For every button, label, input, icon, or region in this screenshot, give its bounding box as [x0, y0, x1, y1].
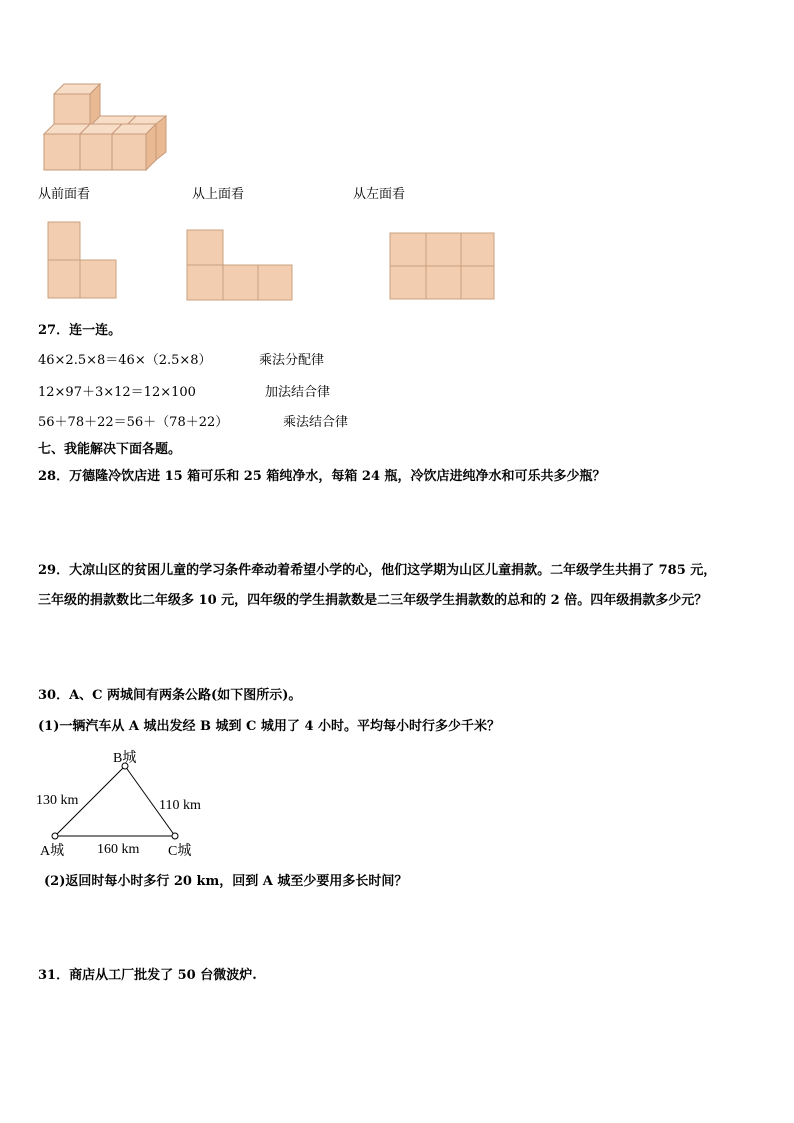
q27-title: 27．连一连。 [38, 323, 122, 338]
q31-text: 31．商店从工厂批发了 50 台微波炉. [38, 968, 257, 983]
q29-line-1: 29．大凉山区的贫困儿童的学习条件牵动着希望小学的心，他们这学期为山区儿童捐款。二年级学生共捐了 785 元， [38, 563, 717, 578]
q27-law-2: 加法结合律 [265, 385, 331, 400]
q30-part-2: (2)返回时每小时多行 20 km，回到 A 城至少要用多长时间？ [44, 874, 408, 889]
left-view-label: 从左面看 [353, 187, 406, 202]
q27-expr-3: 56＋78＋22＝56＋（78＋22） [38, 415, 229, 430]
q28-text: 28．万德隆冷饮店进 15 箱可乐和 25 箱纯净水，每箱 24 瓶，冷饮店进纯净水和可乐共多少瓶？ [38, 469, 606, 484]
distance-ac-label: 160 km [97, 842, 140, 857]
top-view-label: 从上面看 [192, 187, 245, 202]
route-triangle-diagram [30, 748, 230, 863]
city-c-label: C城 [168, 844, 192, 859]
cube-figure [40, 80, 170, 175]
front-view-label: 从前面看 [38, 187, 91, 202]
q27-expr-1: 46×2.5×8＝46×（2.5×8） [38, 353, 212, 368]
distance-ab-label: 130 km [36, 793, 79, 808]
distance-bc-label: 110 km [159, 798, 201, 813]
cube-front-row [44, 116, 166, 170]
city-a-point [52, 833, 58, 839]
left-view-shape [390, 233, 496, 301]
top-view-shape [187, 230, 293, 302]
city-b-label: B城 [113, 751, 137, 766]
front-view-shape [48, 222, 118, 300]
section-7-heading: 七、我能解决下面各题。 [38, 442, 182, 457]
city-c-point [172, 833, 178, 839]
q30-title: 30．A、C 两城间有两条公路(如下图所示)。 [38, 688, 302, 703]
q29-line-2: 三年级的捐款数比二年级多 10 元，四年级的学生捐款数是二三年级学生捐款数的总和的 2 倍。四年级捐款多少元？ [38, 593, 708, 608]
city-a-label: A城 [40, 844, 65, 859]
q30-part-1: (1)一辆汽车从 A 城出发经 B 城到 C 城用了 4 小时。平均每小时行多少千米？ [38, 719, 501, 734]
q27-law-1: 乘法分配律 [259, 353, 325, 368]
q27-expr-2: 12×97＋3×12＝12×100 [38, 385, 196, 400]
q27-law-3: 乘法结合律 [283, 415, 349, 430]
